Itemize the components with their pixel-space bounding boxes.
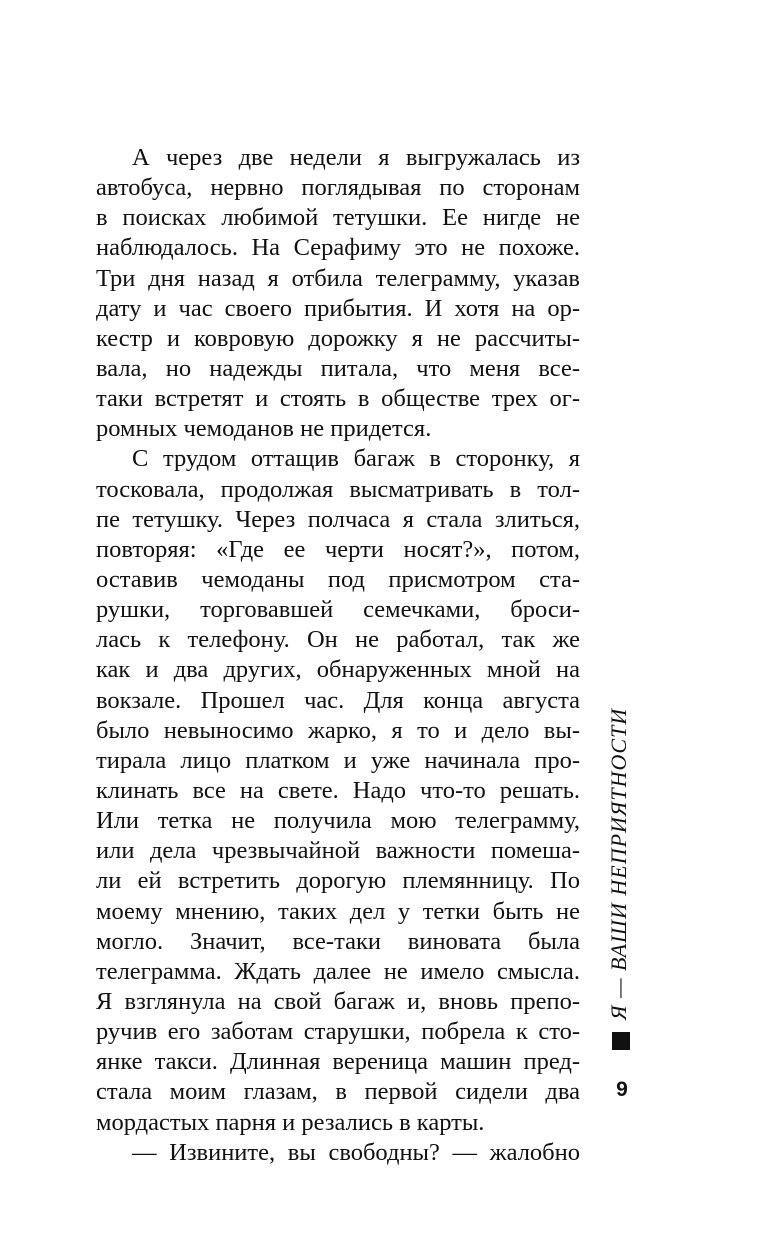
text-line: — Извините, вы свободны? — жалобно (132, 1138, 580, 1166)
text-line: дату и час своего прибытия. И хотя на ор- (96, 294, 580, 322)
text-line: ли ей встретить дорогую племянницу. По (96, 867, 580, 895)
text-line: телеграмма. Ждать далее не имело смысла. (96, 957, 580, 985)
text-line: моему мнению, таких дел у тетки быть не (96, 897, 580, 925)
text-line: мордастых парня и резались в карты. (96, 1108, 485, 1136)
text-line: Я взглянула на свой багаж и, вновь препо- (96, 987, 580, 1015)
text-line: ручив его заботам старушки, побрела к сто- (96, 1018, 580, 1046)
text-line: таки встретят и стоять в обществе трех ог- (96, 385, 580, 413)
text-line: рушки, торговавшей семечками, броси- (96, 596, 580, 624)
body-text (96, 143, 580, 1168)
text-line: наблюдалось. На Серафиму это не похоже. (96, 234, 580, 262)
text-line: оставив чемоданы под присмотром ста- (96, 565, 580, 593)
text-line: С трудом оттащив багаж в сторонку, я (132, 445, 580, 473)
square-marker-icon (612, 1032, 630, 1050)
text-line: янке такси. Длинная вереница машин пред- (96, 1048, 580, 1076)
text-line: тирала лицо платком и уже начинала про- (96, 746, 580, 774)
text-line: как и два других, обнаруженных мной на (96, 656, 580, 684)
text-line: Три дня назад я отбила телеграмму, указав (96, 264, 580, 292)
text-line: Или тетка не получила мою телеграмму, (96, 807, 580, 835)
text-line: стала моим глазам, в первой сидели два (96, 1078, 580, 1106)
text-line: или дела чрезвычайной важности помеша- (96, 837, 580, 865)
text-line: А через две недели я выгружалась из (132, 144, 580, 171)
text-line: лась к телефону. Он не работал, так же (96, 626, 580, 654)
book-title: Я — ВАШИ НЕПРИЯТНОСТИ (606, 707, 631, 1020)
text-line: кестр и ковровую дорожку я не рассчиты- (96, 324, 580, 352)
page-number: 9 (616, 1078, 628, 1101)
text-line: вокзале. Прошел час. Для конца августа (96, 686, 580, 714)
text-line: было невыносимо жарко, я то и дело вы- (96, 716, 580, 744)
text-line: повторяя: «Где ее черти носят?», потом, (96, 535, 580, 563)
text-line: пе тетушку. Через полчаса я стала злиться, (96, 505, 580, 533)
text-line: клинать все на свете. Надо что-то решать. (96, 776, 580, 804)
text-line: тосковала, продолжая высматривать в тол- (96, 475, 580, 503)
text-line: в поисках любимой тетушки. Ее нигде не (96, 204, 580, 232)
running-header (607, 708, 631, 1050)
text-line: автобуса, нервно поглядывая по сторонам (96, 174, 580, 202)
text-line: могло. Значит, все-таки виновата была (96, 927, 580, 955)
text-line: вала, но надежды питала, что меня все- (96, 354, 580, 382)
text-line: ромных чемоданов не придется. (96, 415, 432, 443)
